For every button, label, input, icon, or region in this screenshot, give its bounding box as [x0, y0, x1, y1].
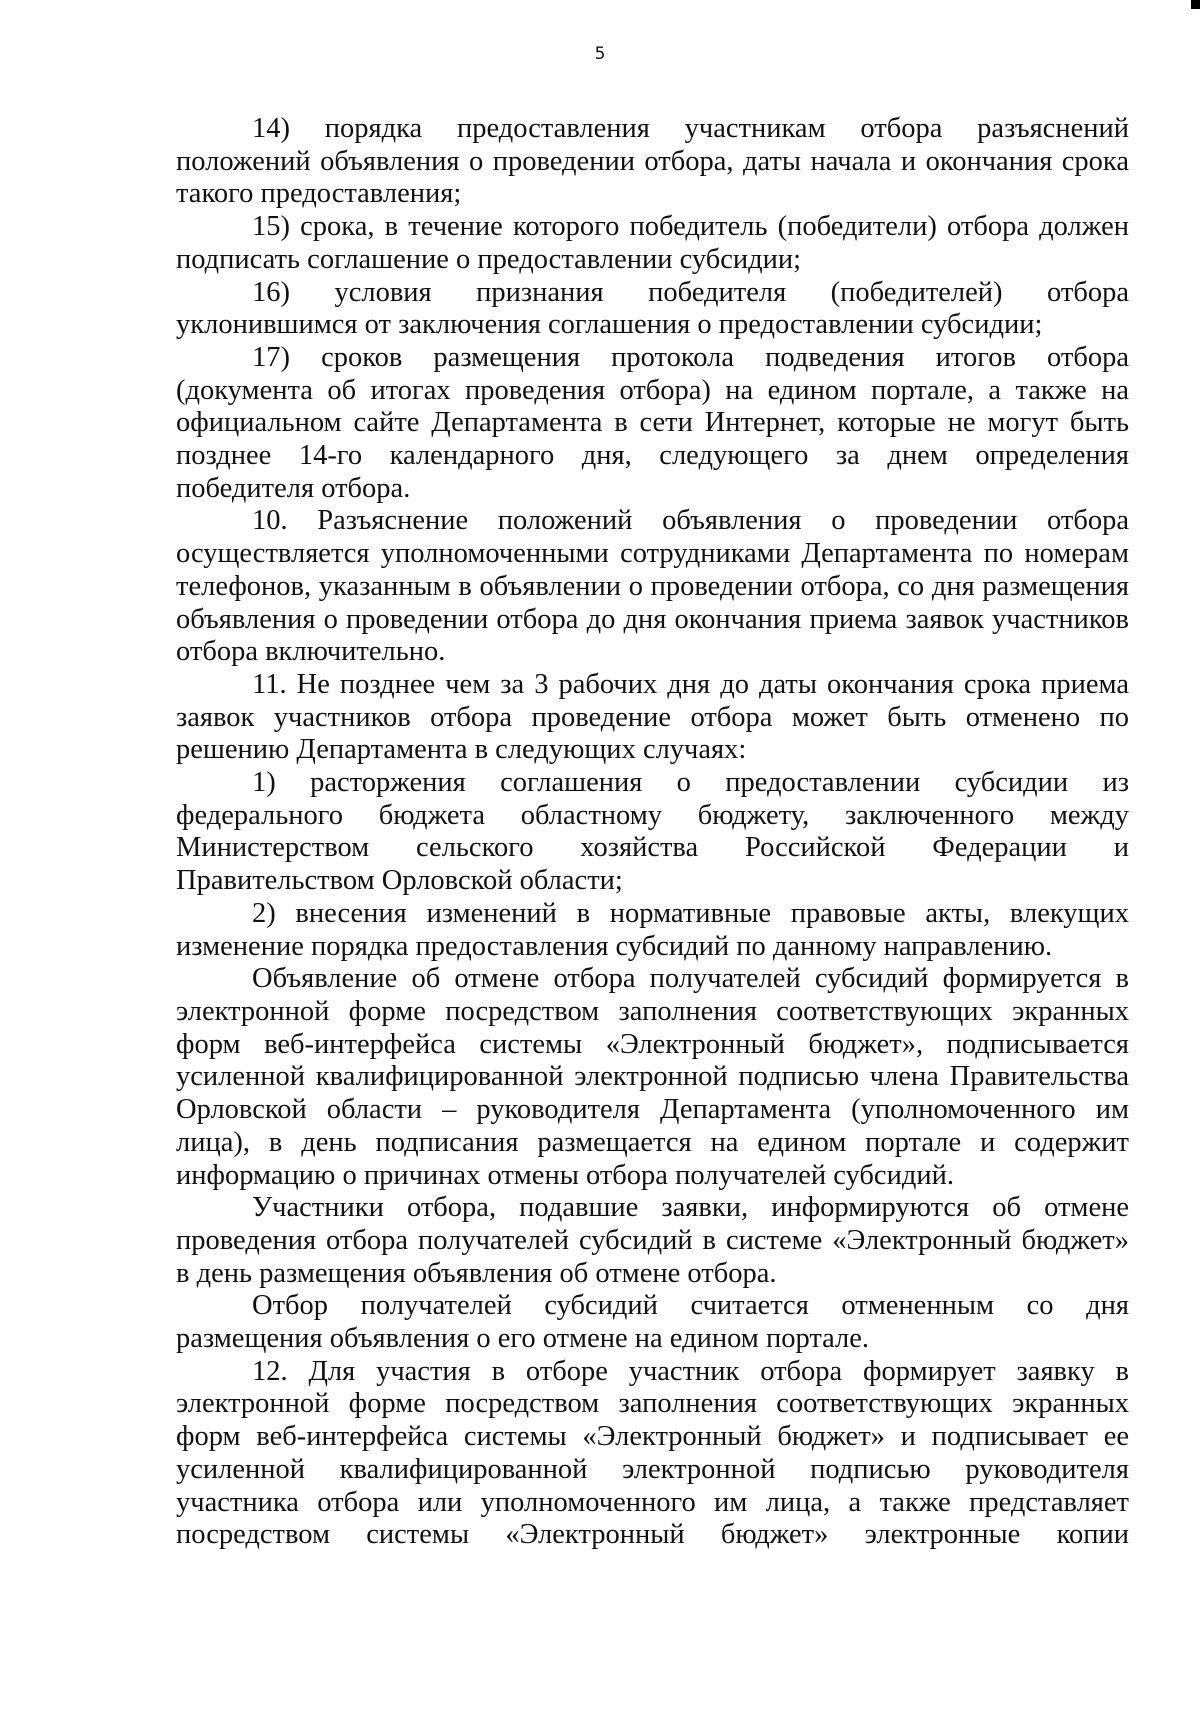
document-body [176, 113, 1129, 1552]
paragraph-item-17: 17) сроков размещения протокола подведения итогов отбора (документа об итогах проведения отбора) на едином портале, а также на официальном сайте Департамента в сети Интернет, которые не могут быть позднее 14-го календарного дня, следующего за днем определения победителя отбора. [176, 341, 1129, 504]
paragraph-case-2: 2) внесения изменений в нормативные правовые акты, влекущих изменение порядка предоставления субсидий по данному направлению. [176, 897, 1129, 962]
paragraph-item-14: 14) порядка предоставления участникам отбора разъяснений положений объявления о проведении отбора, даты начала и окончания срока такого предоставления; [176, 113, 1129, 210]
paragraph-item-16: 16) условия признания победителя (победителей) отбора уклонившимся от заключения соглашения о предоставлении субсидии; [176, 276, 1129, 341]
paragraph-item-15: 15) срока, в течение которого победитель (победители) отбора должен подписать соглашение о предоставлении субсидии; [176, 211, 1129, 275]
paragraph-selection-cancelled: Отбор получателей субсидий считается отмененным со дня размещения объявления о его отмене на едином портале. [176, 1290, 1129, 1355]
paragraph-clause-10: 10. Разъяснение положений объявления о проведении отбора осуществляется уполномоченными сотрудниками Департамента по номерам телефонов, указанным в объявлении о проведении отбора, со дня размещения объявления о проведении отбора до дня окончания приема заявок участников отбора включительно. [176, 505, 1129, 668]
paragraph-participants-informed: Участники отбора, подавшие заявки, информируются об отмене проведения отбора получателей субсидий в системе «Электронный бюджет» в день размещения объявления об отмене отбора. [176, 1192, 1129, 1289]
paragraph-cancellation-notice: Объявление об отмене отбора получателей субсидий формируется в электронной форме посредством заполнения соответствующих экранных форм веб-интерфейса системы «Электронный бюджет», подписывается усиленной квалифицированной электронной подписью члена Правительства Орловской области – руководителя Департамента (уполномоченного им лица), в день подписания размещается на едином портале и содержит информацию о причинах отмены отбора получателей субсидий. [176, 963, 1129, 1191]
page-number: 5 [594, 44, 606, 64]
scan-corner-mark [1191, 0, 1200, 9]
paragraph-case-1: 1) расторжения соглашения о предоставлении субсидии из федерального бюджета областному бюджету, заключенного между Министерством сельского хозяйства Российской Федерации и Правительством Орловской области; [176, 767, 1129, 897]
paragraph-clause-12: 12. Для участия в отборе участник отбора формирует заявку в электронной форме посредством заполнения соответствующих экранных форм веб-интерфейса системы «Электронный бюджет» и подписывает ее усиленной квалифицированной электронной подписью руководителя участника отбора или уполномоченного им лица, а также представляет посредством системы «Электронный бюджет» электронные копии [176, 1355, 1129, 1551]
paragraph-clause-11: 11. Не позднее чем за 3 рабочих дня до даты окончания срока приема заявок участников отбора проведение отбора может быть отменено по решению Департамента в следующих случаях: [176, 668, 1129, 766]
